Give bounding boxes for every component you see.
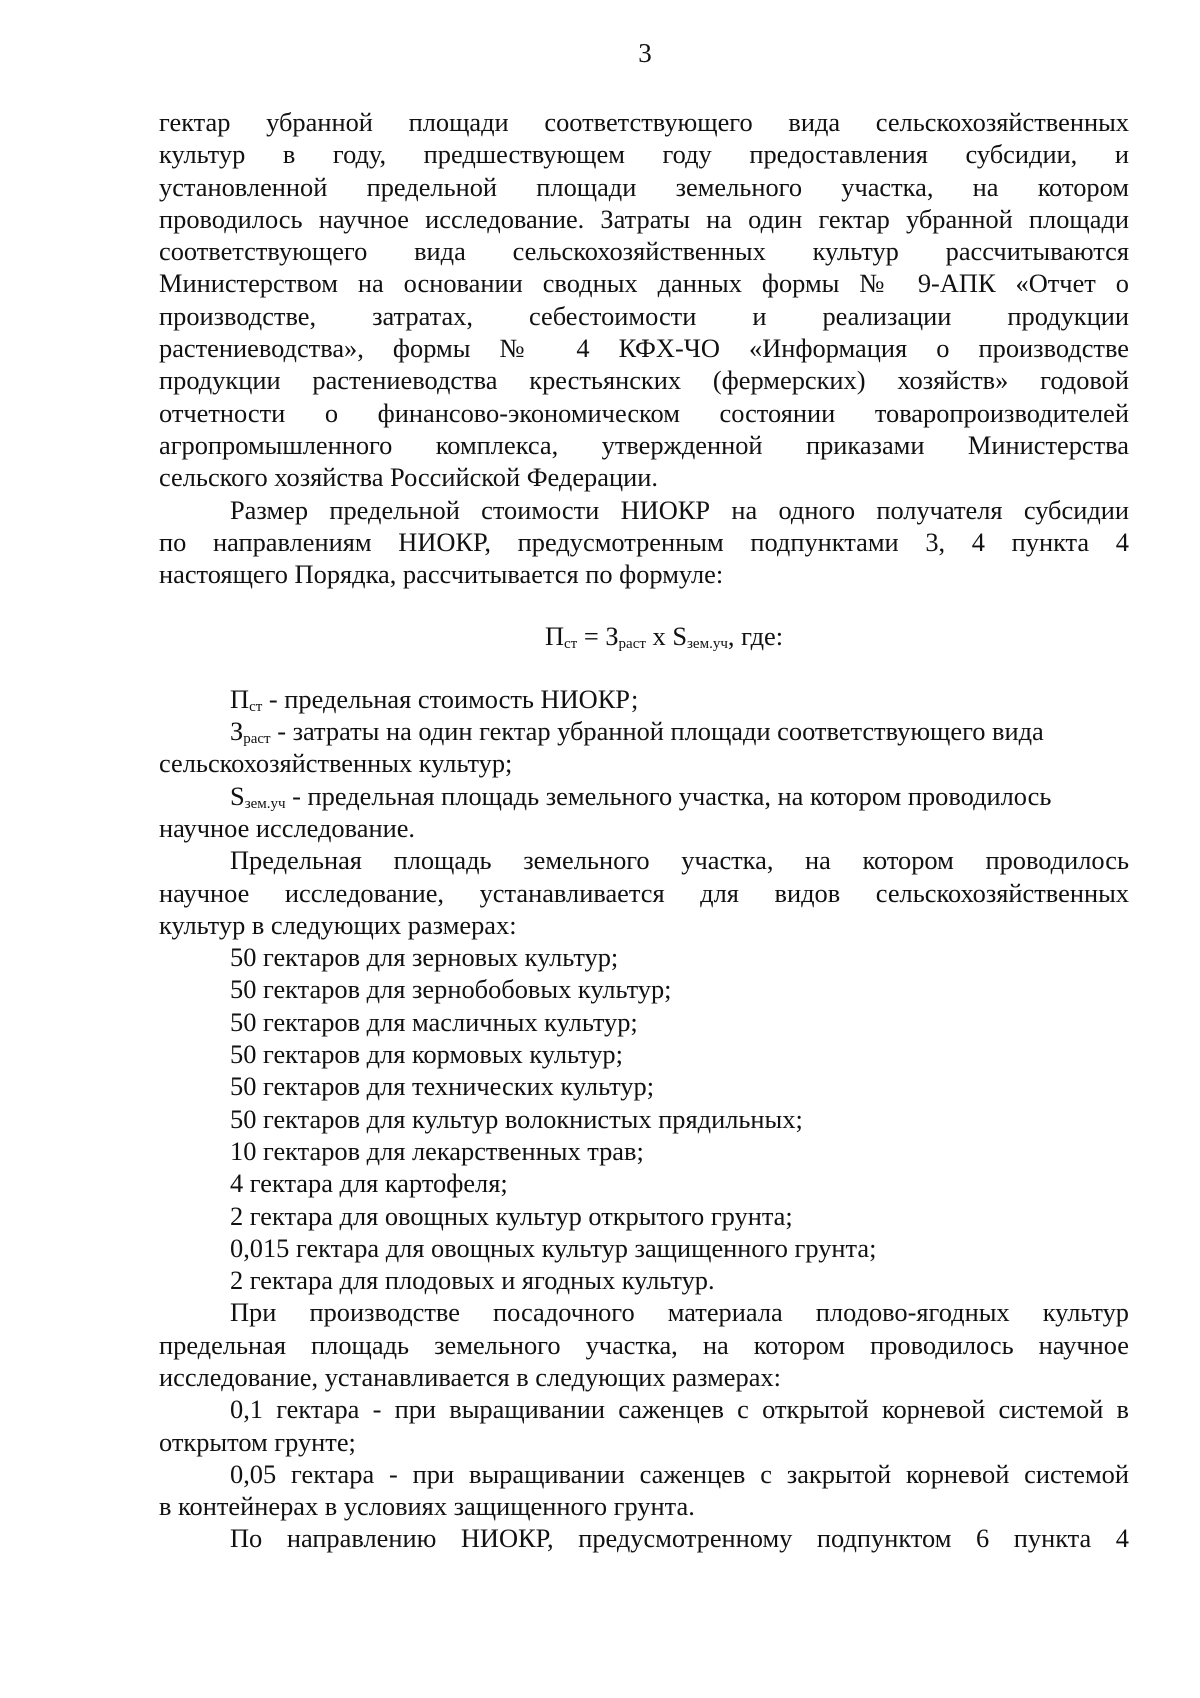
- def-symbol-sub: ст: [249, 698, 263, 715]
- list-item: 2 гектара для овощных культур открытого грунта;: [230, 1200, 793, 1231]
- definition-z: [159, 715, 1129, 747]
- paragraph-cost-basis: [159, 106, 1129, 494]
- text-line: в контейнерах в условиях защищенного грунта.: [159, 1491, 695, 1522]
- paragraph-max-cost: [159, 494, 1129, 591]
- text-line: Министерством на основании сводных данных формы № 9-АПК «Отчет о: [159, 268, 1129, 299]
- list-item: 50 гектаров для зернобобовых культур;: [230, 974, 672, 1005]
- paragraph-area-limits: [159, 844, 1129, 941]
- list-item: 10 гектаров для лекарственных трав;: [230, 1135, 644, 1166]
- formula-x: x: [645, 621, 673, 652]
- formula-s: S: [672, 621, 687, 652]
- definition-p: [159, 683, 1129, 715]
- text-line: продукции растениеводства крестьянских (фермерских) хозяйств» годовой: [159, 365, 1129, 396]
- text-line: настоящего Порядка, рассчитывается по формуле:: [159, 559, 724, 590]
- paragraph-planting-material: [159, 1296, 1129, 1393]
- text-line: производстве, затратах, себестоимости и реализации продукции: [159, 300, 1129, 331]
- definition-s: [159, 780, 1129, 812]
- text-line: культур в следующих размерах:: [159, 909, 517, 940]
- definition-s-cont: научное исследование.: [159, 812, 416, 843]
- list-item: 50 гектаров для зерновых культур;: [230, 942, 619, 973]
- text-line: 0,1 гектара - при выращивании саженцев с открытой корневой системой в: [230, 1394, 1129, 1425]
- text-line: проводилось научное исследование. Затраты на один гектар убранной площади: [159, 203, 1129, 234]
- text-line: исследование, устанавливается в следующих размерах:: [159, 1361, 781, 1392]
- text-line: При производстве посадочного материала плодово-ягодных культур: [230, 1297, 1129, 1328]
- def-symbol-sub: зем.уч: [244, 795, 286, 812]
- formula: [159, 620, 1129, 652]
- list-item: 50 гектаров для масличных культур;: [230, 1006, 638, 1037]
- list-item: 2 гектара для плодовых и ягодных культур.: [230, 1265, 715, 1296]
- definition-z-cont: сельскохозяйственных культур;: [159, 748, 513, 779]
- text-line: гектар убранной площади соответствующего вида сельскохозяйственных: [159, 107, 1129, 137]
- def-symbol: П: [230, 683, 250, 714]
- def-symbol: S: [230, 780, 245, 811]
- text-line: Размер предельной стоимости НИОКР на одного получателя субсидии: [230, 494, 1129, 525]
- text-line: открытом грунте;: [159, 1426, 356, 1457]
- formula-s-sub: зем.уч: [687, 636, 728, 653]
- page-number: 3: [638, 38, 652, 68]
- def-text: - предельная стоимость НИОКР;: [262, 683, 639, 714]
- text-line: научное исследование, устанавливается для видов сельскохозяйственных: [159, 877, 1129, 908]
- formula-p-sub: ст: [564, 636, 578, 653]
- text-line: отчетности о финансово-экономическом состоянии товаропроизводителей: [159, 397, 1129, 428]
- text-line: культур в году, предшествующем году предоставления субсидии, и: [159, 139, 1129, 170]
- text-line: растениеводства», формы № 4 КФХ-ЧО «Информация о производстве: [159, 333, 1129, 364]
- list-item: 50 гектаров для технических культур;: [230, 1071, 655, 1102]
- formula-z-sub: раст: [618, 636, 646, 653]
- formula-eq: =: [577, 621, 606, 652]
- list-item: 50 гектаров для кормовых культур;: [230, 1039, 623, 1070]
- paragraph-open-root: [159, 1393, 1129, 1458]
- def-symbol: З: [230, 716, 244, 747]
- text-line: 0,05 гектара - при выращивании саженцев с закрытой корневой системой: [230, 1458, 1129, 1489]
- document-body: [159, 106, 1129, 1555]
- def-text: - предельная площадь земельного участка, на котором проводилось: [285, 780, 1052, 811]
- text-line: по направлениям НИОКР, предусмотренным подпунктами 3, 4 пункта 4: [159, 526, 1129, 557]
- def-symbol-sub: раст: [243, 731, 271, 748]
- list-item: 0,015 гектара для овощных культур защищенного грунта;: [230, 1232, 877, 1263]
- text-line: предельная площадь земельного участка, на котором проводилось научное: [159, 1329, 1129, 1360]
- paragraph-direction-6: [159, 1522, 1129, 1554]
- list-item: 4 гектара для картофеля;: [230, 1168, 508, 1199]
- text-line: агропромышленного комплекса, утвержденной приказами Министерства: [159, 429, 1129, 460]
- text-line: соответствующего вида сельскохозяйственных культур рассчитываются: [159, 236, 1129, 267]
- def-text: - затраты на один гектар убранной площади соответствующего вида: [270, 716, 1044, 747]
- text-line: По направлению НИОКР, предусмотренному подпунктом 6 пункта 4: [230, 1523, 1129, 1554]
- formula-z: З: [605, 621, 619, 652]
- list-item: 50 гектаров для культур волокнистых прядильных;: [230, 1103, 803, 1134]
- formula-p: П: [544, 621, 564, 652]
- text-line: Предельная площадь земельного участка, на котором проводилось: [230, 845, 1129, 876]
- text-line: сельского хозяйства Российской Федерации.: [159, 462, 658, 493]
- area-sizes-list: [159, 941, 1129, 1296]
- formula-tail: , где:: [727, 621, 784, 652]
- text-line: установленной предельной площади земельного участка, на котором: [159, 171, 1129, 202]
- paragraph-closed-root: [159, 1458, 1129, 1523]
